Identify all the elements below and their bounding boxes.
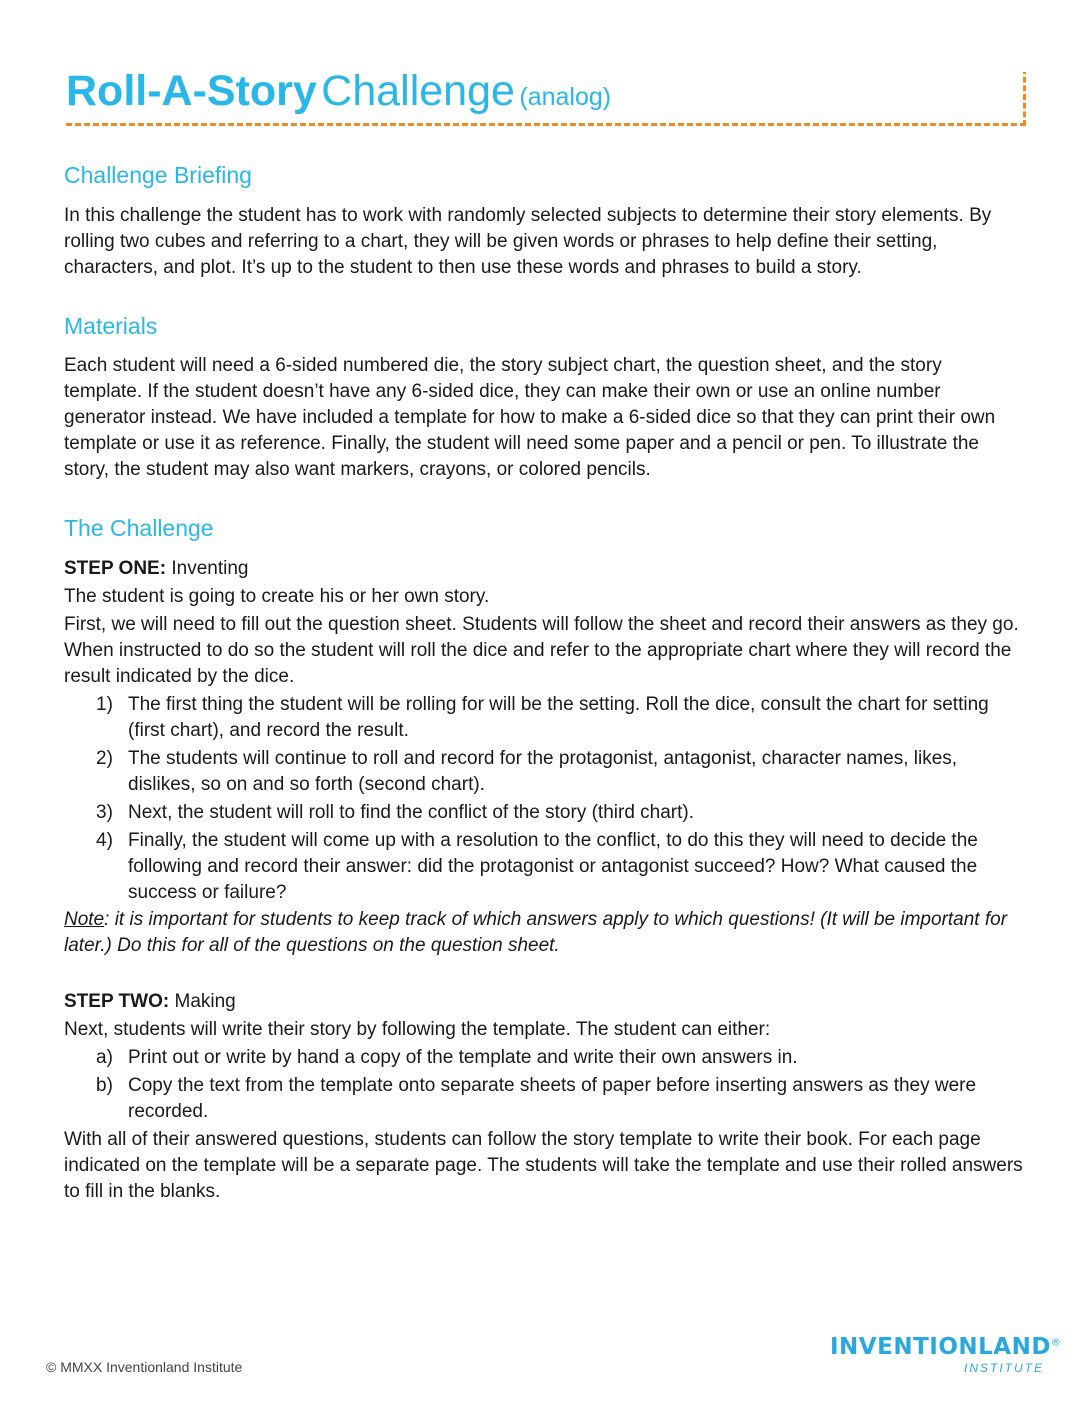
list-text: Print out or write by hand a copy of the template and write their own answers in. <box>128 1047 798 1068</box>
step-one-note <box>64 907 1024 959</box>
list-item <box>96 828 1026 906</box>
list-number: 3) <box>96 802 113 823</box>
list-item <box>96 746 1026 798</box>
step-two-title <box>64 989 1024 1015</box>
title-small: (analog) <box>519 83 612 111</box>
logo-wordmark <box>830 1334 1061 1360</box>
step-one-line2: First, we will need to fill out the question sheet. Students will follow the sheet and record their answers as they go. When instructed to do so the student will roll the dice and refer to the appropriate chart where they will record the result indicated by the dice. <box>64 614 1019 687</box>
note-label: Note <box>64 909 105 930</box>
step-one-line1: The student is going to create his or her own story. <box>64 586 490 607</box>
list-number: b) <box>96 1075 113 1096</box>
list-text: Next, the student will roll to find the conflict of the story (third chart). <box>128 802 695 823</box>
list-item <box>96 1045 1026 1071</box>
step-one-list <box>96 692 1026 908</box>
list-text: The first thing the student will be rolling for will be the setting. Roll the dice, consult the chart for setting (first chart), and record the result. <box>128 694 989 741</box>
list-number: 4) <box>96 830 113 851</box>
list-text: The students will continue to roll and record for the protagonist, antagonist, character names, likes, dislikes, so on and so forth (second chart). <box>128 748 958 795</box>
title-bold: Roll-A-Story <box>66 67 317 115</box>
briefing-text: In this challenge the student has to work with randomly selected subjects to determine their story elements. By rolling two cubes and referring to a chart, they will be given words or phrases to help define their setting, characters, and plot. It’s up to the student to then use these words and phrases to build a story. <box>64 205 992 278</box>
title-regular: Challenge <box>321 67 515 115</box>
title-banner <box>66 68 1026 126</box>
logo-main-text: INVENTIONLAND <box>830 1334 1051 1360</box>
step-two-name: Making <box>174 991 236 1012</box>
step-one-title <box>64 556 1024 582</box>
briefing-heading: Challenge Briefing <box>64 162 252 188</box>
note-text: : it is important for students to keep track of which answers apply to which questions! (It will be important for later.) Do this for all of the questions on the question sheet. <box>64 909 1008 956</box>
list-item <box>96 692 1026 744</box>
list-number: 1) <box>96 694 113 715</box>
list-item <box>96 1073 1026 1125</box>
logo-registered: ® <box>1050 1337 1062 1349</box>
materials-text: Each student will need a 6-sided numbered die, the story subject chart, the question sheet, and the story template. If the student doesn’t have any 6-sided dice, they can make their own or use an online number generator instead. We have included a template for how to make a 6-sided dice so that they can print their own template or use it as reference. Finally, the student will need some paper and a pencil or pen. To illustrate the story, the student may also want markers, crayons, or colored pencils. <box>64 355 996 480</box>
list-number: 2) <box>96 748 113 769</box>
logo-subtitle: INSTITUTE <box>964 1361 1044 1375</box>
materials-heading: Materials <box>64 313 158 339</box>
challenge-heading: The Challenge <box>64 515 214 541</box>
footer-copyright: © MMXX Inventionland Institute <box>46 1359 243 1375</box>
list-text: Copy the text from the template onto separate sheets of paper before inserting answers as they were recorded. <box>128 1075 977 1122</box>
list-number: a) <box>96 1047 113 1068</box>
inventionland-logo <box>830 1334 1062 1376</box>
step-two-line1: Next, students will write their story by following the template. The student can either: <box>64 1019 771 1040</box>
page-title <box>66 67 612 115</box>
list-item <box>96 800 1026 826</box>
step-one-label: STEP ONE: <box>64 558 167 579</box>
step-one-name: Inventing <box>171 558 249 579</box>
step-two-list <box>96 1045 1026 1127</box>
step-two-label: STEP TWO: <box>64 991 170 1012</box>
list-text: Finally, the student will come up with a resolution to the conflict, to do this they will need to decide the following and record their answer: did the protagonist or antagonist succeed? How? What caused the success or failure? <box>128 830 978 903</box>
step-two-closing: With all of their answered questions, students can follow the story template to write their book. For each page indicated on the template will be a separate page. The students will take the template and use their rolled answers to fill in the blanks. <box>64 1129 1023 1202</box>
